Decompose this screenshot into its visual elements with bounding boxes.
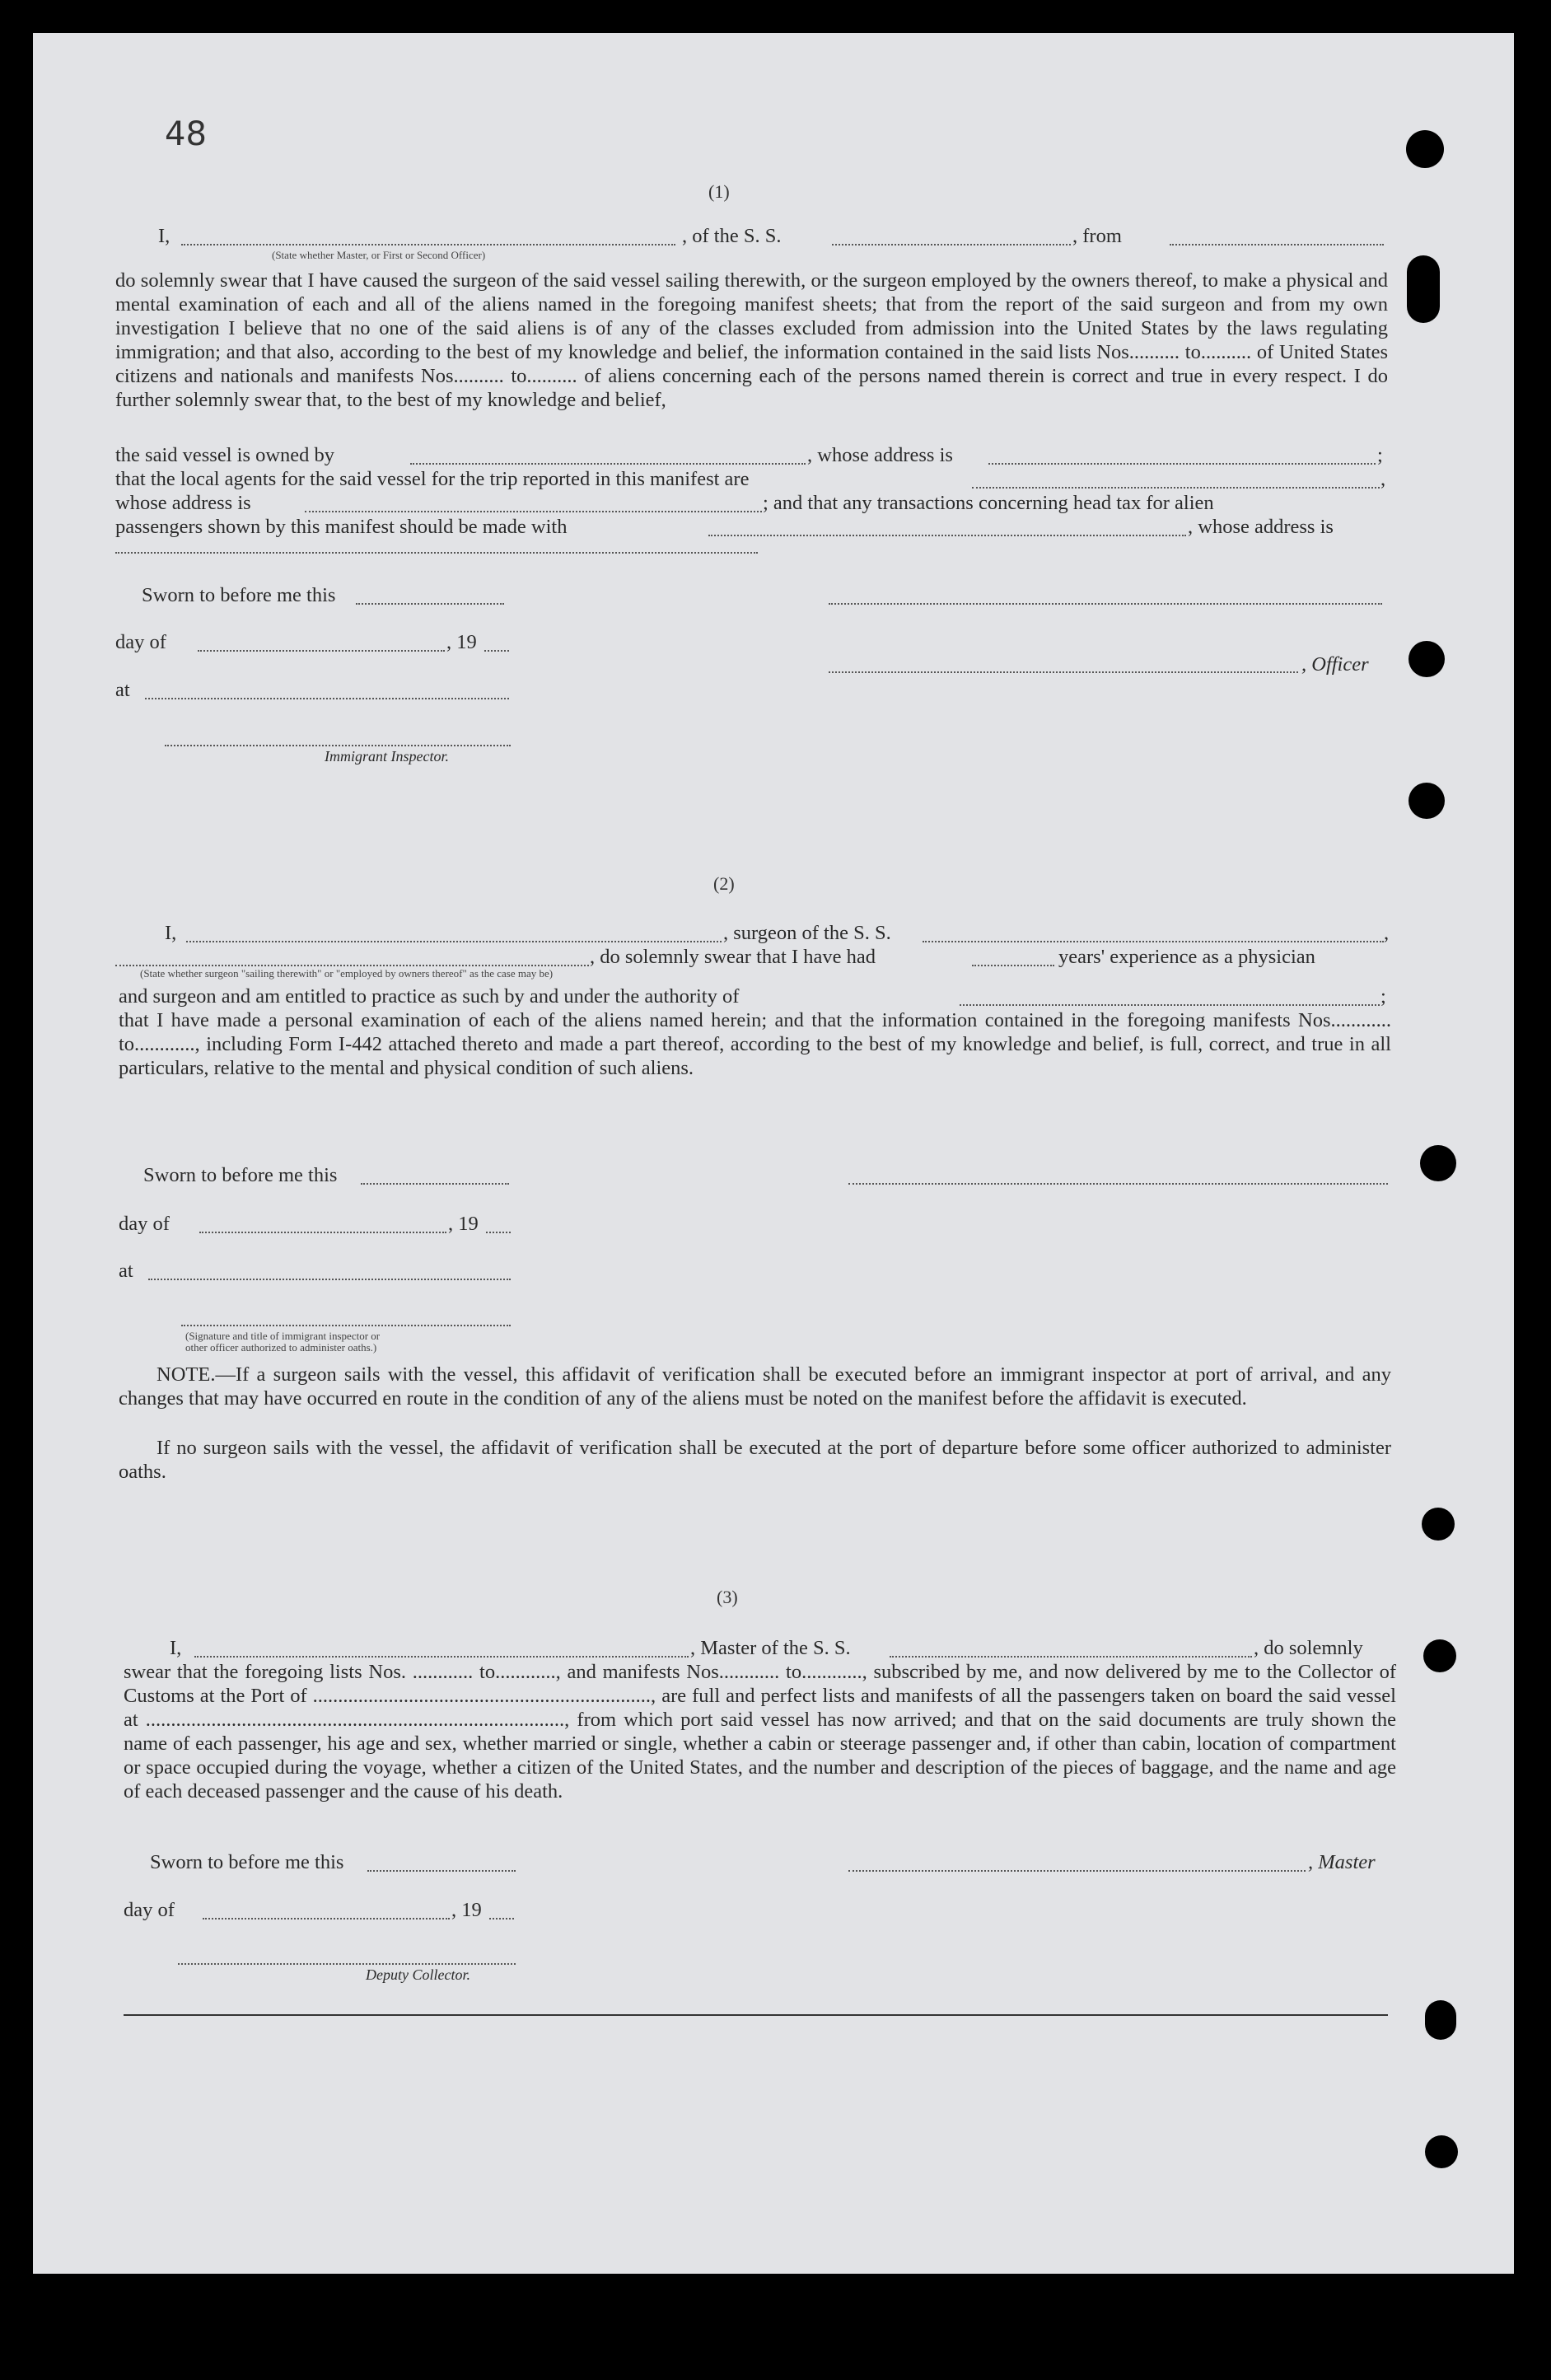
s3-day-blank: [203, 1918, 450, 1919]
s2-note-text: —If a surgeon sails with the vessel, this affidavit of verification shall be executed before an immigrant inspector at port of arrival, and any changes that may have occurred en route in the condition of any of the aliens must be noted on the manifest before the affidavit is executed.: [119, 1363, 1391, 1410]
s3-day-of: day of: [124, 1899, 175, 1921]
s2-year-blank: [486, 1232, 511, 1233]
s1-ship-blank: [832, 244, 1071, 245]
s1-whose-address-2: whose address is: [115, 492, 251, 514]
s1-inspector-label: Immigrant Inspector.: [325, 748, 449, 764]
s3-deputy-label: Deputy Collector.: [366, 1966, 470, 1983]
s2-signature-caption-1: (Signature and title of immigrant inspector or: [185, 1330, 381, 1342]
s2-name-blank: [186, 941, 722, 942]
s1-caption: (State whether Master, or First or Second Officer): [272, 249, 486, 261]
document-page: 48 (1) I, , of the S. S. , from (State whether Master, or First or Second Officer) do solemnly swear that I have caused the surgeon of the said vessel sailing therewith, or the surgeon employed by the owners thereof, to make a physical and mental examination of each and all of the aliens named in the foregoing manifest sheets; that from the report of the said surgeon and from my own investigation I believe that no one of the said aliens is of any of the classes excluded from admission into the United States by the laws regulating immigration; and that also, according to the best of my knowledge and belief, the information contained in the said lists Nos.......... to.......... of United States citizens and nationals and manifests Nos.......... to.......... of aliens concerning each of the persons named therein is correct and true in every respect. I do further solemnly swear that, to the best of my knowledge and belief, the said vessel is owned by , whose address is ; that the local agents for the said vessel for the trip reported in this manifest are , whose address is ; and that any transactions concerning head tax for alien passengers shown by this manifest should be made with , whose address is Sworn to before me this day of , 19 , Officer at Immigrant Inspector. (2) I, , surgeon of the S. S. , , do solemnly swear that I have had years' experience as a physician (State whether surgeon "sailing therewith" or "employed by owners thereof" as the case may be) and surgeon and am entitled to practice as such by and under the authority of ; that I have made a personal examination of each of the aliens named herein; and that the information contained in the foregoing manifests Nos............ to............, including Form I-442 attached thereto and made a part thereof, according to the best of my knowledge and belief, is full, correct, and true in all particulars, relative to the mental and physical condition of such aliens. Sworn to before me this day of , 19 at (Signature and title of immigrant inspector or other officer authorized to administer oaths.) NOTE.—If a surgeon sails with the vessel, this affidavit of verification shall be executed before an immigrant inspector at port of arrival, and any changes that may have occurred en route in the condition of any of the aliens must be noted on the manifest before the affidavit is executed. If no surgeon sails with the vessel, the affidavit of verification shall be executed at the port of departure before some officer authorized to administer oaths. (3) I, , Master of the S. S. , do solemnly swear that the foregoing lists Nos. ............ to............, and manifests Nos............ to............, subscribed by me, and now delivered by me to the Collector of Customs at the Port of ..................................................................., are full and perfect lists and manifests of all the passengers taken on board the said vessel at ..................................................................................., from which port said vessel has now arrived; and that on the said documents are truly shown the name of each passenger, his age and sex, whether married or single, whether a cabin or steerage passenger and, if other than cabin, location of compartment or space occupied during the voyage, whether a citizen of the United States, and the number and description of the pieces of baggage, and the name and age of each deceased passenger and the cause of his death. Sworn to before me this , Master day of , 19 Deputy Collector.: [33, 33, 1514, 2274]
s2-body: that I have made a personal examination of each of the aliens named herein; and that the information contained in the foregoing manifests Nos............ to............, including Form I-442 attached thereto and made a part thereof, according to the best of my knowledge and belief, is full, correct, and true in all particulars, relative to the mental and physical condition of such aliens.: [119, 1009, 1391, 1079]
s2-note: [119, 1363, 1391, 1410]
s2-line-i: I,: [165, 922, 177, 944]
s1-owner-blank: [410, 463, 806, 465]
binder-hole: [1409, 783, 1445, 819]
s2-authority-blank: [960, 1004, 1380, 1006]
s1-nineteen: , 19: [446, 631, 477, 653]
s2-at: at: [119, 1260, 133, 1282]
binder-hole: [1407, 255, 1440, 323]
s3-name-blank: [194, 1656, 689, 1658]
s1-local-agents: that the local agents for the said vessel for the trip reported in this manifest are: [115, 468, 750, 490]
s3-sworn: Sworn to before me this: [150, 1851, 344, 1873]
s2-authority: and surgeon and am entitled to practice as such by and under the authority of: [119, 985, 740, 1008]
s1-officer-label: , Officer: [1301, 653, 1369, 676]
s1-sworn-blank: [356, 603, 504, 605]
binder-hole: [1406, 130, 1444, 168]
s1-line-of-ss: , of the S. S.: [682, 225, 782, 247]
s1-whose-address: , whose address is: [807, 444, 953, 466]
s1-line-from: , from: [1072, 225, 1122, 247]
s1-agents-address-blank: [305, 511, 762, 512]
s1-head-tax: ; and that any transactions concerning head tax for alien: [763, 492, 1214, 514]
s1-address-blank: [988, 463, 1376, 465]
s2-note-label: NOTE.: [157, 1363, 216, 1386]
s3-body: swear that the foregoing lists Nos. ............ to............, and manifests Nos............ to............, subscribed by me, and now delivered by me to the Collector of Customs at the Port of ..................................................................., are full and perfect lists and manifests of all the passengers taken on board the said vessel at ..................................................................................., from which port said vessel has now arrived; and that on the said documents are truly shown the name of each passenger, his age and sex, whether married or single, whether a cabin or steerage passenger and, if other than cabin, location of compartment or space occupied during the voyage, whether a citizen of the United States, and the number and description of the pieces of baggage, and the name and age of each deceased passenger and the cause of his death.: [124, 1661, 1396, 1803]
s2-capacity-blank: [115, 965, 589, 966]
s2-caption: (State whether surgeon "sailing therewith" or "employed by owners thereof" as the case may be): [140, 967, 554, 980]
page-mark: 48: [165, 115, 207, 153]
binder-hole: [1425, 2000, 1456, 2040]
s2-ship-blank: [923, 941, 1384, 942]
section-1-number: (1): [708, 181, 730, 202]
s1-at-blank: [145, 698, 509, 699]
s1-day-of: day of: [115, 631, 166, 653]
s3-master-of: , Master of the S. S.: [690, 1637, 851, 1659]
s1-passengers-blank: [708, 535, 1186, 536]
s1-sworn: Sworn to before me this: [142, 584, 336, 606]
s2-signature-line: [181, 1325, 511, 1326]
s1-body: do solemnly swear that I have caused the surgeon of the said vessel sailing therewith, or the surgeon employed by the owners thereof, to make a physical and mental examination of each and all of the aliens named in the foregoing manifest sheets; that from the report of the said surgeon and from my own investigation I believe that no one of the said aliens is of any of the classes excluded from admission into the United States by the laws regulating immigration; and that also, according to the best of my knowledge and belief, the information contained in the said lists Nos.......... to.......... of United States citizens and nationals and manifests Nos.......... to.......... of aliens concerning each of the persons named therein is correct and true in every respect. I do further solemnly swear that, to the best of my knowledge and belief,: [115, 269, 1388, 411]
s2-at-blank: [148, 1279, 511, 1280]
s1-day-blank: [198, 650, 445, 652]
s1-whose-address-3: , whose address is: [1188, 516, 1334, 538]
s2-years-blank: [972, 965, 1054, 966]
s2-surgeon-signature-line: [848, 1183, 1388, 1185]
s1-from-blank: [1170, 244, 1384, 245]
s3-year-blank: [489, 1918, 514, 1919]
s3-sworn-blank: [367, 1870, 516, 1872]
s1-officer-line: [829, 671, 1298, 673]
s2-sworn: Sworn to before me this: [143, 1164, 338, 1186]
s1-passengers: passengers shown by this manifest should be made with: [115, 516, 568, 538]
s2-years: years' experience as a physician: [1058, 946, 1315, 968]
s3-ship-blank: [890, 1656, 1252, 1658]
s1-officer-signature-line: [829, 603, 1382, 605]
s2-day-of: day of: [119, 1213, 170, 1235]
s1-name-blank: [181, 244, 675, 245]
s1-line-i: I,: [158, 225, 171, 247]
s1-year-blank: [484, 650, 509, 652]
s1-agents-blank: [972, 487, 1380, 489]
s2-day-blank: [199, 1232, 446, 1233]
binder-hole: [1423, 1639, 1456, 1672]
s2-surgeon-of: , surgeon of the S. S.: [723, 922, 891, 944]
s1-at: at: [115, 679, 130, 701]
s2-note-2: If no surgeon sails with the vessel, the affidavit of verification shall be executed at the port of departure before some officer authorized to administer oaths.: [119, 1437, 1391, 1483]
s3-master-signature-line: [848, 1870, 1306, 1872]
s3-line-i: I,: [170, 1637, 182, 1659]
section-3-number: (3): [717, 1587, 738, 1607]
section-2-number: (2): [713, 873, 735, 894]
s2-signature-caption-2: other officer authorized to administer oaths.): [185, 1341, 377, 1354]
binder-hole: [1425, 2135, 1458, 2168]
s2-do-solemnly: , do solemnly swear that I have had: [590, 946, 876, 968]
s3-master-label: , Master: [1308, 1851, 1376, 1873]
binder-hole: [1409, 641, 1445, 677]
s1-owned-by: the said vessel is owned by: [115, 444, 335, 466]
s3-nineteen: , 19: [451, 1899, 482, 1921]
bottom-rule: [124, 2014, 1388, 2016]
s2-sworn-blank: [361, 1183, 509, 1185]
s1-passengers-address-blank: [115, 552, 758, 554]
s3-do-solemnly: , do solemnly: [1254, 1637, 1363, 1659]
binder-hole: [1420, 1145, 1456, 1181]
binder-hole: [1422, 1508, 1455, 1541]
s2-nineteen: , 19: [448, 1213, 479, 1235]
